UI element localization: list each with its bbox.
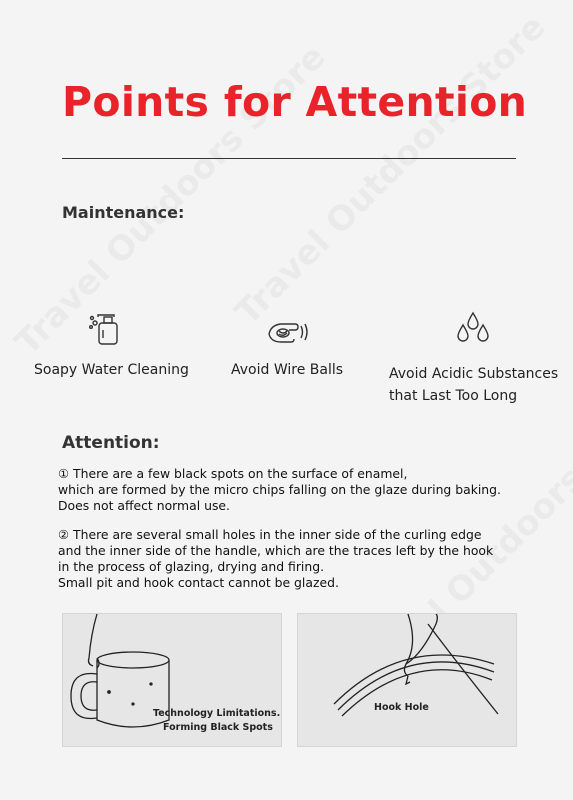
water-drops-icon — [456, 311, 490, 343]
note2-line: Small pit and hook contact cannot be glazed. — [58, 575, 339, 590]
wire-balls-label: Avoid Wire Balls — [231, 362, 344, 378]
attention-heading: Attention: — [62, 433, 160, 453]
title-divider — [62, 158, 516, 159]
hook-hole-illustration — [297, 613, 517, 747]
hook-hole-caption: Hook Hole — [374, 702, 429, 713]
maintenance-heading: Maintenance: — [62, 203, 185, 222]
note1-line: ① There are a few black spots on the surface of enamel, — [58, 466, 408, 481]
watermark — [228, 7, 554, 333]
note2-line: and the inner side of the handle, which are the traces left by the hook — [58, 543, 494, 558]
note1-line: which are formed by the micro chips falling on the glaze during baking. — [58, 482, 501, 497]
hook-hole-icon — [298, 614, 516, 746]
acidic-label-line1: Avoid Acidic Substances — [389, 366, 559, 382]
note1-line: Does not affect normal use. — [58, 498, 230, 513]
black-spots-caption-line1: Technology Limitations. — [153, 708, 281, 719]
note2-line: in the process of glazing, drying and firing. — [58, 559, 325, 574]
note2-line: ② There are several small holes in the inner side of the curling edge — [58, 527, 482, 542]
page-title: Points for Attention — [62, 78, 528, 126]
soap-bottle-icon — [88, 310, 122, 346]
hand-wire-ball-icon — [265, 318, 311, 346]
black-spots-illustration — [62, 613, 282, 747]
black-spots-caption-line2: Forming Black Spots — [163, 722, 273, 733]
acidic-label-line2: that Last Too Long — [389, 388, 518, 404]
soapy-water-label: Soapy Water Cleaning — [34, 362, 189, 378]
